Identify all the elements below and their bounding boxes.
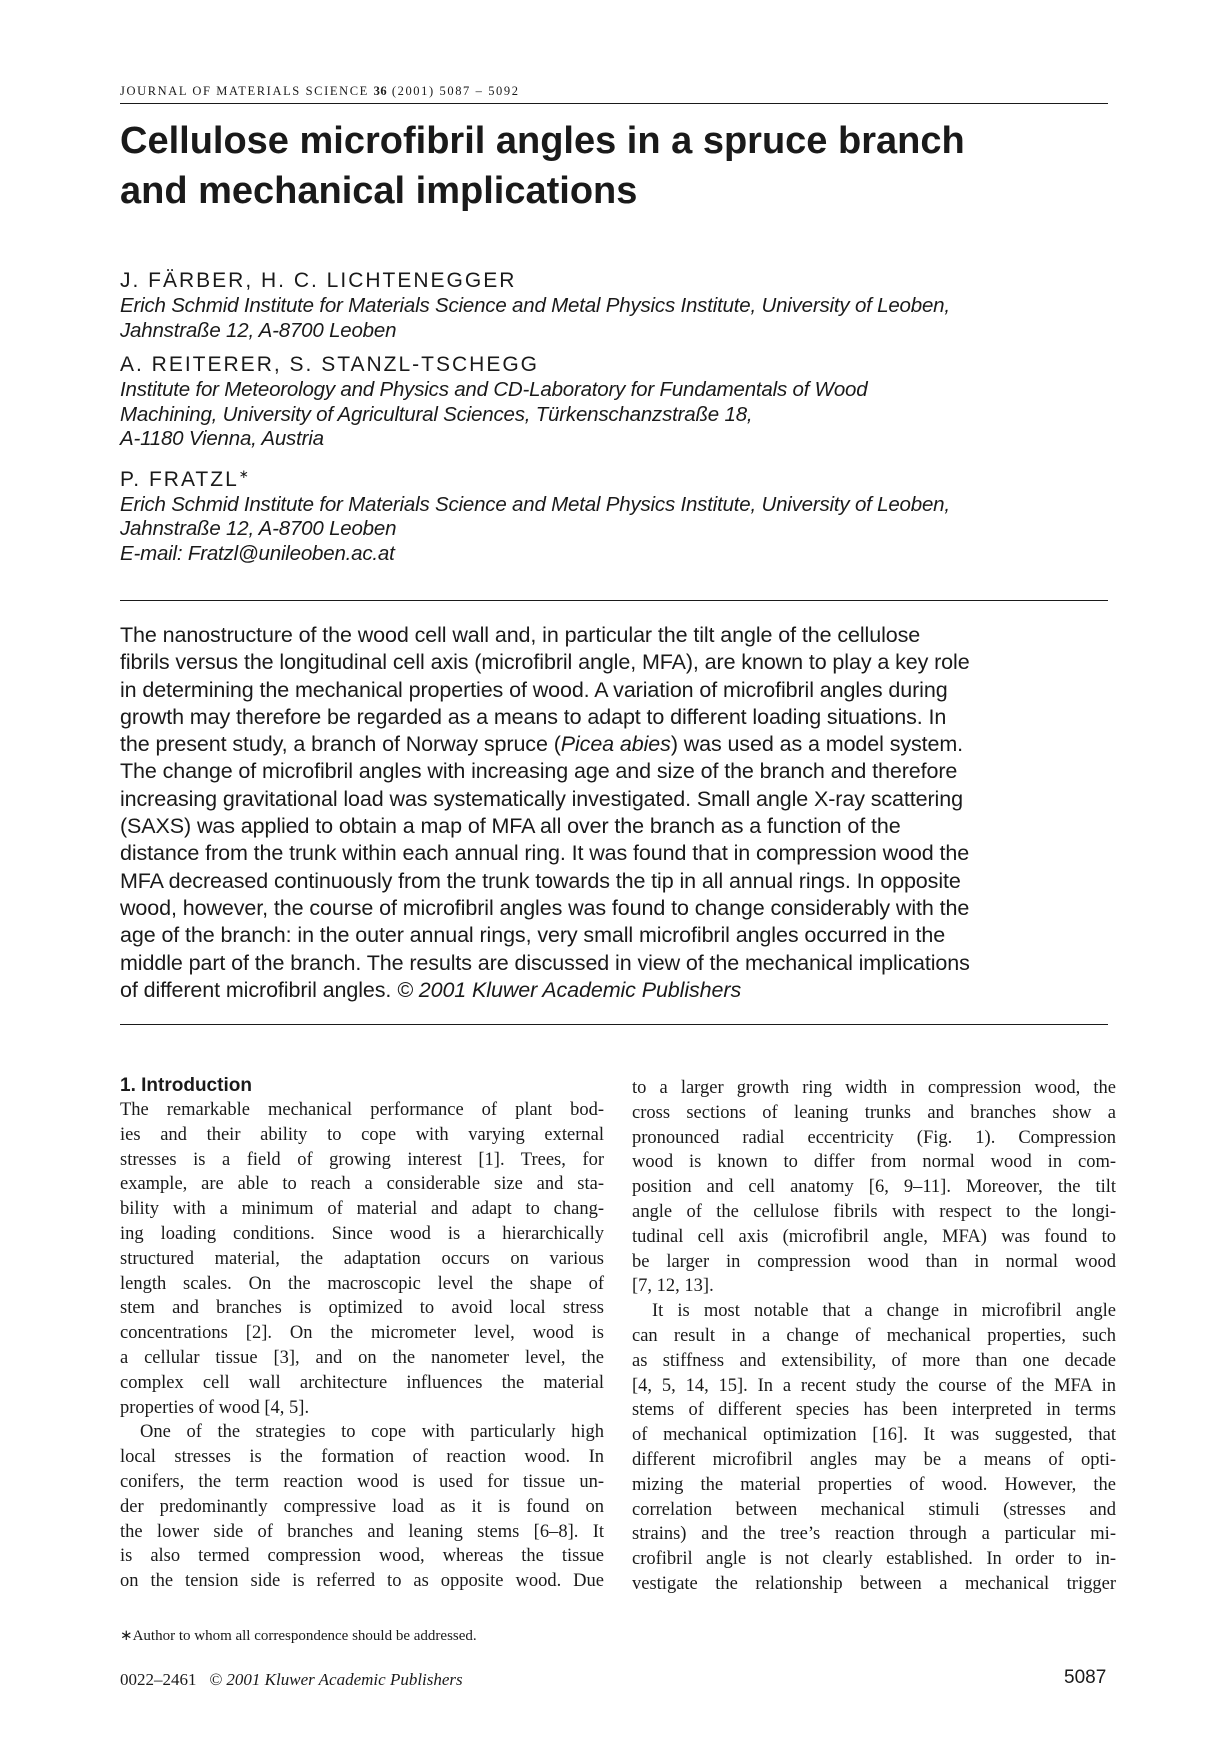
body-line: stresses is a field of growing interest [1]. Trees, for xyxy=(120,1149,604,1170)
journal-year-pages: (2001) 5087 – 5092 xyxy=(391,84,520,98)
body-line: stems of different species has been interpreted in terms xyxy=(632,1400,1116,1421)
paragraph xyxy=(632,1076,1116,1299)
body-line: wood is known to differ from normal wood in com- xyxy=(632,1152,1116,1173)
title-line: and mechanical implications xyxy=(120,170,638,212)
abstract-line: The nanostructure of the wood cell wall and, in particular the tilt angle of the cellulose xyxy=(120,623,921,647)
body-line: properties of wood [4, 5]. xyxy=(120,1397,310,1418)
body-line: [4, 5, 14, 15]. In a recent study the course of the MFA in xyxy=(632,1375,1116,1396)
title-line: Cellulose microfibril angles in a spruce branch xyxy=(120,120,965,162)
author-names-line xyxy=(120,461,1120,493)
body-line: of mechanical optimization [16]. It was suggested, that xyxy=(632,1425,1116,1446)
abstract-line: The change of microfibril angles with increasing age and size of the branch and therefore xyxy=(120,759,958,784)
paper-title xyxy=(120,116,1110,216)
species-name: Picea abies xyxy=(560,732,671,757)
paragraph xyxy=(632,1299,1116,1597)
body-line: pronounced radial eccentricity (Fig. 1). Compression xyxy=(632,1127,1116,1148)
body-line: concentrations [2]. On the micrometer level, wood is xyxy=(120,1323,604,1344)
abstract-line: MFA decreased continuously from the trunk towards the tip in all annual rings. In opposite xyxy=(120,868,961,893)
body-line: correlation between mechanical stimuli (stresses and xyxy=(632,1499,1116,1520)
abstract xyxy=(120,622,1115,1004)
author-names: A. REITERER, S. STANZL-TSCHEGG xyxy=(120,353,539,376)
body-line: angle of the cellulose fibrils with respect to the longi- xyxy=(632,1201,1116,1222)
abstract-line: in determining the mechanical properties of wood. A variation of microfibril angles during xyxy=(120,677,948,702)
paragraph xyxy=(120,1420,604,1594)
paragraph xyxy=(120,1098,604,1420)
corresponding-author-marker: ∗ xyxy=(238,466,251,481)
page-number: 5087 xyxy=(1064,1667,1107,1688)
body-line: strains) and the tree’s reaction through a particular mi- xyxy=(632,1524,1116,1545)
body-line: cross sections of leaning trunks and branches show a xyxy=(632,1102,1116,1123)
author-names: P. FRATZL xyxy=(120,467,239,491)
body-line: position and cell anatomy [6, 9–11]. Moreover, the tilt xyxy=(632,1177,1116,1198)
abstract-line: distance from the trunk within each annual ring. It was found that in compression wood the xyxy=(120,841,970,866)
footer-left xyxy=(120,1670,463,1690)
footnote: ∗Author to whom all correspondence should be addressed. xyxy=(120,1628,477,1644)
abstract-line: growth may therefore be regarded as a means to adapt to different loading situations. In xyxy=(120,704,947,729)
body-line: mizing the material properties of wood. However, the xyxy=(632,1474,1116,1495)
body-line: length scales. On the macroscopic level the shape of xyxy=(120,1273,604,1294)
author-group xyxy=(120,461,1120,567)
body-line: It is most notable that a change in microfibril angle xyxy=(652,1301,1116,1322)
body-line: can result in a change of mechanical properties, such xyxy=(632,1325,1116,1346)
body-line: example, are able to reach a considerable size and sta- xyxy=(120,1174,604,1195)
body-line: to a larger growth ring width in compression wood, the xyxy=(632,1078,1116,1098)
author-affiliation: Erich Schmid Institute for Materials Science and Metal Physics Institute, University of Leoben, Jahnstraße 12, A-8700 Leoben E-mail: Fratzl@unileoben.ac.at xyxy=(120,492,950,565)
author-group xyxy=(120,268,1120,343)
abstract-line: the present study, a branch of Norway spruce (Picea abies) was used as a model system. xyxy=(120,732,964,757)
author-affiliation: Erich Schmid Institute for Materials Science and Metal Physics Institute, University of Leoben, Jahnstraße 12, A-8700 Leoben xyxy=(120,294,950,342)
body-line: vestigate the relationship between a mechanical trigger xyxy=(632,1573,1116,1594)
body-line: structured material, the adaptation occurs on various xyxy=(120,1248,604,1269)
body-line: ies and their ability to cope with varying external xyxy=(120,1124,604,1145)
author-group xyxy=(120,352,1120,452)
journal-volume: 36 xyxy=(373,84,388,98)
body-line: the lower side of branches and leaning stems [6–8]. It xyxy=(120,1521,604,1542)
body-line: crofibril angle is not clearly established. In order to in- xyxy=(632,1549,1116,1570)
body-line: local stresses is the formation of reaction wood. In xyxy=(120,1447,604,1468)
abstract-line: middle part of the branch. The results are discussed in view of the mechanical implications xyxy=(120,950,970,975)
abstract-line: age of the branch: in the outer annual rings, very small microfibril angles occurred in the xyxy=(120,923,946,948)
abstract-copyright: © 2001 Kluwer Academic Publishers xyxy=(397,977,742,1002)
body-line: The remarkable mechanical performance of plant bod- xyxy=(120,1100,604,1120)
body-line: is also termed compression wood, whereas the tissue xyxy=(120,1546,604,1567)
right-column xyxy=(632,1076,1116,1597)
abstract-line: fibrils versus the longitudinal cell axis (microfibril angle, MFA), are known to play a key role xyxy=(120,650,970,675)
author-list xyxy=(120,268,1120,575)
body-line: different microfibril angles may be a means of opti- xyxy=(632,1449,1116,1470)
body-line: ing loading conditions. Since wood is a hierarchically xyxy=(120,1223,604,1244)
section-heading: 1. Introduction xyxy=(120,1075,252,1096)
abstract-line: wood, however, the course of microfibril angles was found to change considerably with the xyxy=(120,895,970,920)
body-line: bility with a minimum of material and adapt to chang- xyxy=(120,1199,604,1220)
journal-name: JOURNAL OF MATERIALS SCIENCE xyxy=(120,84,369,98)
left-column xyxy=(120,1074,604,1594)
body-line: a cellular tissue [3], and on the nanometer level, the xyxy=(120,1347,604,1368)
body-line: der predominantly compressive load as it is found on xyxy=(120,1496,604,1517)
body-line: [7, 12, 13]. xyxy=(632,1276,714,1297)
body-line: conifers, the term reaction wood is used for tissue un- xyxy=(120,1471,604,1492)
abstract-line: increasing gravitational load was systematically investigated. Small angle X-ray scattering xyxy=(120,786,963,811)
body-line: on the tension side is referred to as opposite wood. Due xyxy=(120,1571,604,1592)
body-line: be larger in compression wood than in normal wood xyxy=(632,1251,1116,1272)
author-names: J. FÄRBER, H. C. LICHTENEGGER xyxy=(120,269,517,292)
abstract-top-rule xyxy=(120,600,1108,601)
abstract-line: (SAXS) was applied to obtain a map of MFA all over the branch as a function of the xyxy=(120,814,901,839)
body-line: complex cell wall architecture influences the material xyxy=(120,1372,604,1393)
journal-header xyxy=(120,84,1108,104)
body-line: stem and branches is optimized to avoid local stress xyxy=(120,1298,604,1319)
copyright-notice: © 2001 Kluwer Academic Publishers xyxy=(209,1670,463,1689)
author-affiliation: Institute for Meteorology and Physics and CD-Laboratory for Fundamentals of Wood Machining, University of Agricultural Sciences, Türkenschanzstraße 18, A-1180 Vienna, Austria xyxy=(120,378,868,450)
issn: 0022–2461 xyxy=(120,1670,197,1689)
body-line: as stiffness and extensibility, of more than one decade xyxy=(632,1350,1116,1371)
abstract-bottom-rule xyxy=(120,1024,1108,1025)
abstract-line: of different microfibril angles. © 2001 Kluwer Academic Publishers xyxy=(120,977,742,1002)
body-line: tudinal cell axis (microfibril angle, MFA) was found to xyxy=(632,1226,1116,1247)
body-line: One of the strategies to cope with particularly high xyxy=(140,1422,604,1443)
